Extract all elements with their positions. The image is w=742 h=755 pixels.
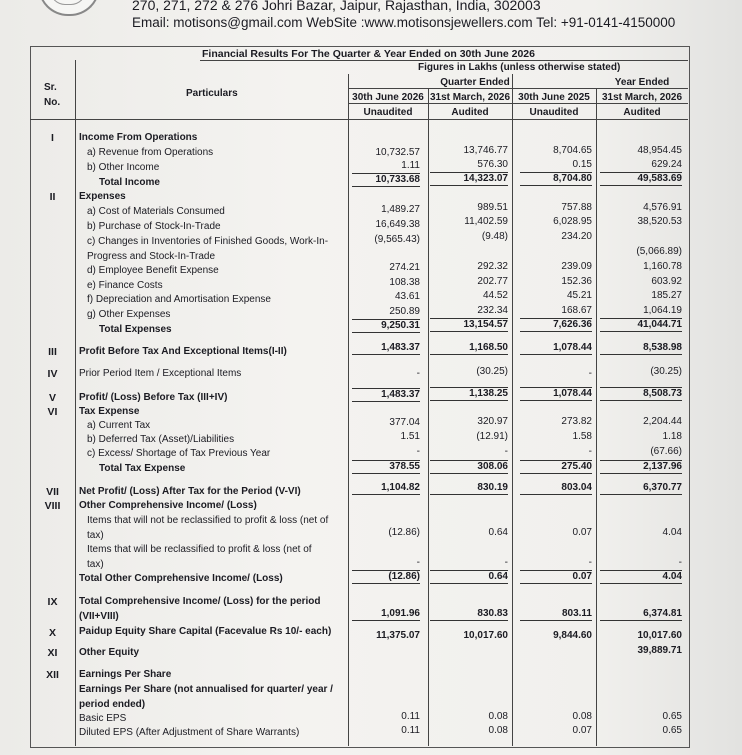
oeq-v4: 39,889.71 <box>637 645 682 656</box>
row-basic-eps-v1: 0.11 <box>401 711 420 722</box>
row-depreciation-v4: 185.27 <box>651 290 682 301</box>
col-header-2: 31st March, 2026 <box>429 92 511 103</box>
row-not-reclassified-v1: (12.86) <box>388 527 420 538</box>
row-inventory-label-2: Progress and Stock-In-Trade <box>87 251 216 262</box>
row-employee-v1: 274.21 <box>389 262 420 273</box>
row-other-expenses-v2: 232.34 <box>477 305 508 316</box>
row-excess-tax-v1: - <box>416 446 420 457</box>
row-revenue-v4: 48,954.45 <box>637 145 682 156</box>
row-purchase-label: b) Purchase of Stock-In-Trade <box>87 221 221 232</box>
audit-2: Audited <box>451 107 489 118</box>
row-purchase-v1: 16,649.38 <box>375 219 420 230</box>
row-deferred-tax-v4: 1.18 <box>662 431 682 442</box>
row-depreciation-v3: 45.21 <box>566 290 592 301</box>
row-total-tax-v2: 308.06 <box>430 460 508 474</box>
row-total-expenses-v3: 7,626.36 <box>520 318 592 332</box>
row-not-reclassified-label: Items that will not be reclassified to profit & loss (net of <box>87 515 329 526</box>
particulars-header: Particulars <box>186 88 238 99</box>
row-deferred-tax-v3: 1.58 <box>572 431 592 442</box>
row-current-tax-v1: 377.04 <box>389 417 420 428</box>
row-reclassified-v2: - <box>504 557 508 568</box>
row-employee-label: d) Employee Benefit Expense <box>87 265 219 276</box>
sr-6: VI <box>47 406 58 418</box>
row-total-tax-label: Total Tax Expense <box>99 463 186 474</box>
row-total-expenses-v4: 41,044.71 <box>600 318 682 332</box>
sr-header: Sr. <box>44 82 57 93</box>
row-total-income-label: Total Income <box>99 177 160 188</box>
row-finance-v4: 603.92 <box>651 276 682 287</box>
units-note: Figures in Lakhs (unless otherwise stated) <box>418 62 621 73</box>
ppi-v2: (30.25) <box>476 366 508 377</box>
row-other-expenses-v4: 1,064.19 <box>643 305 682 316</box>
row-purchase-v3: 6,028.95 <box>553 216 592 227</box>
row-reclassified-label-2: tax) <box>87 559 104 570</box>
row-diluted-eps-v2: 0.08 <box>488 725 508 736</box>
sr-12: XII <box>46 669 59 681</box>
row-inventory-v1: (9,565.43) <box>374 234 420 245</box>
audit-1: Unaudited <box>363 107 413 118</box>
section-tci: Total Comprehensive Income/ (Loss) for the period <box>79 596 321 607</box>
row-employee-v4: 1,160.78 <box>643 261 682 272</box>
section-pbt: Profit Before Tax And Exceptional Items(I-II) <box>79 346 287 357</box>
section-prior-period: Prior Period Item / Exceptional Items <box>79 368 242 379</box>
row-reclassified-v1: - <box>416 557 420 568</box>
row-diluted-eps-v1: 0.11 <box>401 725 420 736</box>
row-eps-note: Earnings Per Share (not annualised for quarter/ year / <box>79 684 333 695</box>
section-expenses: Expenses <box>79 191 126 202</box>
row-revenue-v1: 10,732.57 <box>375 147 420 158</box>
ppi-v4: (30.25) <box>650 366 682 377</box>
sr-10: X <box>48 627 56 639</box>
row-diluted-eps-v4: 0.65 <box>662 725 682 736</box>
row-other-income-v2: 576.30 <box>477 159 508 170</box>
table-title: Financial Results For The Quarter & Year Ended on 30th June 2026 <box>202 48 535 60</box>
year-ended-header: Year Ended <box>614 77 670 88</box>
sr-2: II <box>49 191 56 203</box>
col-header-4: 31st March, 2026 <box>601 92 683 103</box>
section-tci-2: (VII+VIII) <box>79 611 119 622</box>
row-inventory-v4: (5,066.89) <box>636 246 682 257</box>
np-v2: 830.19 <box>430 482 508 495</box>
row-employee-v2: 292.32 <box>477 261 508 272</box>
row-total-expenses-v1: 9,250.31 <box>352 319 420 333</box>
row-total-oci-label: Total Other Comprehensive Income/ (Loss) <box>79 573 283 584</box>
row-reclassified-v4: - <box>678 557 682 568</box>
row-basic-eps-label: Basic EPS <box>79 713 127 724</box>
row-employee-v3: 239.09 <box>561 261 592 272</box>
row-total-expenses-v2: 13,154.57 <box>430 318 508 332</box>
row-revenue-v2: 13,746.77 <box>463 145 508 156</box>
sr-7: VII <box>46 486 59 498</box>
col-header-1: 30th June 2026 <box>352 92 424 103</box>
row-current-tax-v2: 320.97 <box>477 416 508 427</box>
row-current-tax-v4: 2,204.44 <box>643 416 682 427</box>
pbt-v1: 1,483.37 <box>352 342 420 355</box>
section-tax: Tax Expense <box>79 406 140 417</box>
tci-v1: 1,091.96 <box>352 608 420 621</box>
row-diluted-eps-v3: 0.07 <box>572 725 592 736</box>
company-contact: Email: motisons@gmail.com WebSite :www.motisonsjewellers.com Tel: +91-0141-4150000 <box>132 15 676 30</box>
row-purchase-v2: 11,402.59 <box>464 216 508 227</box>
row-total-expenses-label: Total Expenses <box>99 324 172 335</box>
row-excess-tax-v3: - <box>588 446 592 457</box>
tci-v2: 830.83 <box>430 608 508 621</box>
row-total-tax-v3: 275.40 <box>520 460 592 474</box>
row-not-reclassified-v4: 4.04 <box>662 527 682 538</box>
row-total-tax-v1: 378.55 <box>352 460 420 474</box>
row-other-income-v4: 629.24 <box>651 159 682 170</box>
section-oci: Other Comprehensive Income/ (Loss) <box>79 500 257 511</box>
pbt2-v4: 8,508.73 <box>600 387 682 401</box>
row-other-income-v3: 0.15 <box>572 159 592 170</box>
row-deferred-tax-label: b) Deferred Tax (Asset)/Liabilities <box>87 434 235 445</box>
tci-v3: 803.11 <box>520 608 592 621</box>
row-diluted-eps-label: Diluted EPS (After Adjustment of Share Warrants) <box>79 727 300 738</box>
row-other-income-v1: 1.11 <box>401 160 420 171</box>
row-total-oci-v2: 0.64 <box>430 570 508 584</box>
sr-5: V <box>48 392 56 404</box>
row-excess-tax-label: c) Excess/ Shortage of Tax Previous Year <box>87 448 271 459</box>
section-net-profit: Net Profit/ (Loss) After Tax for the Period (V-VI) <box>79 486 301 497</box>
sr-9: IX <box>47 596 58 608</box>
row-excess-tax-v4: (67.66) <box>650 446 682 457</box>
row-depreciation-v2: 44.52 <box>482 290 508 301</box>
pbt-v4: 8,538.98 <box>600 342 682 355</box>
row-total-income-v4: 49,583.69 <box>600 172 682 186</box>
row-inventory-v2: (9.48) <box>481 231 508 242</box>
section-eps: Earnings Per Share <box>79 669 172 680</box>
row-total-oci-v4: 4.04 <box>600 570 682 584</box>
row-revenue-label: a) Revenue from Operations <box>87 147 214 158</box>
eq-v1: 11,375.07 <box>376 630 420 641</box>
sr-11: XI <box>47 647 58 659</box>
row-basic-eps-v2: 0.08 <box>488 711 508 722</box>
pbt2-v1: 1,483.37 <box>352 388 420 402</box>
audit-4: Audited <box>623 107 661 118</box>
pbt-v3: 1,078.44 <box>520 342 592 355</box>
row-finance-v2: 202.77 <box>477 276 508 287</box>
row-current-tax-v3: 273.82 <box>561 416 592 427</box>
row-excess-tax-v2: - <box>504 446 508 457</box>
np-v1: 1,104.82 <box>352 482 420 495</box>
audit-3: Unaudited <box>529 107 579 118</box>
section-income: Income From Operations <box>79 132 198 143</box>
eq-v2: 10,017.60 <box>463 630 508 641</box>
row-inventory-v3: 234.20 <box>561 231 592 242</box>
quarter-ended-header: Quarter Ended <box>440 77 510 88</box>
row-total-income-v2: 14,323.07 <box>430 172 508 186</box>
row-basic-eps-v3: 0.08 <box>572 711 592 722</box>
row-materials-v3: 757.88 <box>561 202 592 213</box>
row-deferred-tax-v2: (12.91) <box>476 431 508 442</box>
sr-3: III <box>48 346 57 358</box>
row-reclassified-label: Items that will be reclassified to profit & loss (net of <box>87 544 312 555</box>
row-other-expenses-v1: 250.89 <box>389 306 420 317</box>
row-materials-v4: 4,576.91 <box>643 202 682 213</box>
row-other-expenses-label: g) Other Expenses <box>87 309 171 320</box>
eq-v4: 10,017.60 <box>637 630 682 641</box>
section-other-equity: Other Equity <box>79 647 140 658</box>
company-logo-icon <box>38 0 100 16</box>
row-reclassified-v3: - <box>588 557 592 568</box>
company-address: 270, 271, 272 & 276 Johri Bazar, Jaipur, Rajasthan, India, 302003 <box>132 0 541 13</box>
row-materials-label: a) Cost of Materials Consumed <box>87 206 225 217</box>
row-depreciation-label: f) Depreciation and Amortisation Expense <box>87 294 271 305</box>
pbt-v2: 1,168.50 <box>430 342 508 355</box>
sr-1: I <box>51 132 54 144</box>
row-finance-label: e) Finance Costs <box>87 280 163 291</box>
row-total-income-v1: 10,733.68 <box>352 173 420 187</box>
row-finance-v1: 108.38 <box>389 277 420 288</box>
sr-4: IV <box>47 368 58 380</box>
row-materials-v1: 1,489.27 <box>381 204 420 215</box>
eq-v3: 9,844.60 <box>553 630 592 641</box>
pbt2-v2: 1,138.25 <box>430 387 508 401</box>
row-total-oci-v1: (12.86) <box>352 570 420 584</box>
row-not-reclassified-label-2: tax) <box>87 530 104 541</box>
row-depreciation-v1: 43.61 <box>394 291 420 302</box>
ppi-v1: - <box>416 368 420 379</box>
row-not-reclassified-v3: 0.07 <box>572 527 592 538</box>
ppi-v3: - <box>588 368 592 379</box>
row-total-income-v3: 8,704.80 <box>520 172 592 186</box>
row-not-reclassified-v2: 0.64 <box>488 527 508 538</box>
row-current-tax-label: a) Current Tax <box>87 420 151 431</box>
section-equity: Paidup Equity Share Capital (Facevalue Rs 10/- each) <box>79 626 332 637</box>
tci-v4: 6,374.81 <box>600 608 682 621</box>
row-deferred-tax-v1: 1.51 <box>400 431 420 442</box>
row-eps-note-2: period ended) <box>79 699 146 710</box>
section-pbt-after-items: Profit/ (Loss) Before Tax (III+IV) <box>79 392 228 403</box>
np-v3: 803.04 <box>520 482 592 495</box>
row-basic-eps-v4: 0.65 <box>662 711 682 722</box>
row-other-expenses-v3: 168.67 <box>561 305 592 316</box>
row-finance-v3: 152.36 <box>561 276 592 287</box>
no-header: No. <box>44 97 61 108</box>
pbt2-v3: 1,078.44 <box>520 387 592 401</box>
row-purchase-v4: 38,520.53 <box>637 216 682 227</box>
col-header-3: 30th June 2025 <box>518 92 590 103</box>
row-materials-v2: 989.51 <box>477 202 508 213</box>
np-v4: 6,370.77 <box>600 482 682 495</box>
row-revenue-v3: 8,704.65 <box>553 145 592 156</box>
row-other-income-label: b) Other Income <box>87 162 160 173</box>
row-total-tax-v4: 2,137.96 <box>600 460 682 474</box>
sr-8: VIII <box>44 500 61 512</box>
row-total-oci-v3: 0.07 <box>520 570 592 584</box>
row-inventory-label: c) Changes in Inventories of Finished Goods, Work-In- <box>87 236 329 247</box>
